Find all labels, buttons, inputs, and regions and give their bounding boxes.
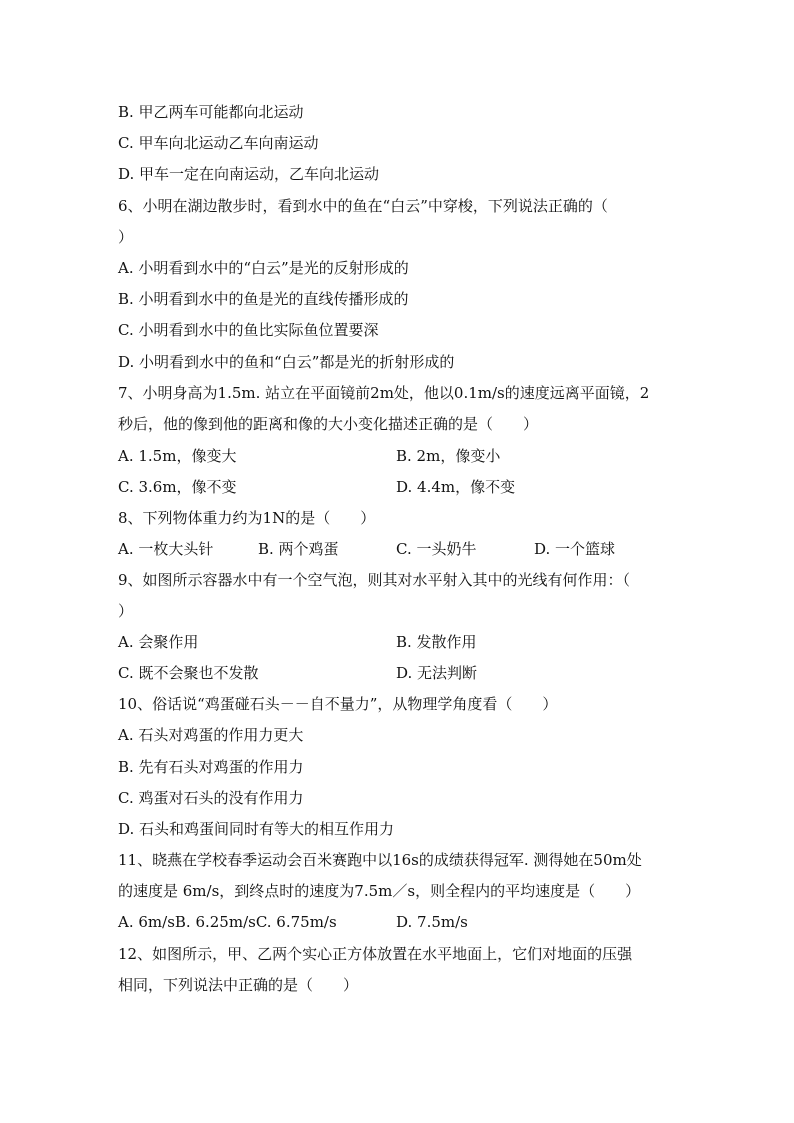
q8-option-a: A. 一枚大头针 bbox=[118, 540, 214, 558]
q8-stem: 8、下列物体重力约为1N的是（ ） bbox=[118, 509, 376, 527]
q10-option-d: D. 石头和鸡蛋间同时有等大的相互作用力 bbox=[118, 820, 395, 838]
q7-options-row1 bbox=[118, 446, 678, 466]
q9-stem-line1: 9、如图所示容器水中有一个空气泡，则其对水平射入其中的光线有何作用：（ bbox=[118, 571, 631, 589]
q5-option-b: B. 甲乙两车可能都向北运动 bbox=[118, 103, 304, 121]
q6-option-b: B. 小明看到水中的鱼是光的直线传播形成的 bbox=[118, 290, 409, 308]
q7-stem-line1: 7、小明身高为1.5m. 站立在平面镜前2m处，他以0.1m/s的速度远离平面镜，2 bbox=[118, 384, 650, 402]
q11-option-abc: A. 6m/sB. 6.25m/sC. 6.75m/s bbox=[118, 913, 337, 931]
q8-option-b: B. 两个鸡蛋 bbox=[258, 540, 339, 558]
q8-options-row bbox=[118, 539, 678, 559]
q5-option-c: C. 甲车向北运动乙车向南运动 bbox=[118, 134, 319, 152]
q9-option-c: C. 既不会聚也不发散 bbox=[118, 664, 259, 682]
q7-option-a: A. 1.5m，像变大 bbox=[118, 447, 237, 465]
q11-stem-line2: 的速度是 6m/s，到终点时的速度为7.5m／s，则全程内的平均速度是（ ） bbox=[118, 882, 641, 900]
q7-option-c: C. 3.6m，像不变 bbox=[118, 478, 237, 496]
q11-stem-line1: 11、晓燕在学校春季运动会百米赛跑中以16s的成绩获得冠军. 测得她在50m处 bbox=[118, 851, 642, 869]
q6-option-d: D. 小明看到水中的鱼和“白云”都是光的折射形成的 bbox=[118, 353, 455, 371]
q9-options-row1 bbox=[118, 632, 678, 652]
q9-stem-line2: ） bbox=[118, 602, 134, 620]
q9-options-row2 bbox=[118, 663, 678, 683]
q10-option-a: A. 石头对鸡蛋的作用力更大 bbox=[118, 726, 304, 744]
q8-option-c: C. 一头奶牛 bbox=[396, 540, 477, 558]
q12-stem-line2: 相同，下列说法中正确的是（ ） bbox=[118, 976, 359, 994]
q9-option-a: A. 会聚作用 bbox=[118, 633, 199, 651]
q7-options-row2 bbox=[118, 477, 678, 497]
q6-option-a: A. 小明看到水中的“白云”是光的反射形成的 bbox=[118, 259, 409, 277]
q11-options-row bbox=[118, 912, 678, 932]
q7-stem-line2: 秒后，他的像到他的距离和像的大小变化描述正确的是（ ） bbox=[118, 415, 539, 433]
q9-option-d: D. 无法判断 bbox=[396, 664, 478, 682]
q11-option-d: D. 7.5m/s bbox=[396, 913, 468, 931]
q10-option-b: B. 先有石头对鸡蛋的作用力 bbox=[118, 758, 304, 776]
q6-stem-line2: ） bbox=[118, 228, 134, 246]
q7-option-d: D. 4.4m，像不变 bbox=[396, 478, 516, 496]
q10-stem: 10、俗话说“鸡蛋碰石头－－自不量力”，从物理学角度看（ ） bbox=[118, 695, 558, 713]
q6-stem-line1: 6、小明在湖边散步时，看到水中的鱼在“白云”中穿梭，下列说法正确的（ bbox=[118, 197, 608, 215]
q9-option-b: B. 发散作用 bbox=[396, 633, 477, 651]
q10-option-c: C. 鸡蛋对石头的没有作用力 bbox=[118, 789, 304, 807]
q5-option-d: D. 甲车一定在向南运动，乙车向北运动 bbox=[118, 165, 380, 183]
q6-option-c: C. 小明看到水中的鱼比实际鱼位置要深 bbox=[118, 321, 379, 339]
q8-option-d: D. 一个篮球 bbox=[534, 540, 616, 558]
q7-option-b: B. 2m，像变小 bbox=[396, 447, 501, 465]
q12-stem-line1: 12、如图所示，甲、乙两个实心正方体放置在水平地面上，它们对地面的压强 bbox=[118, 945, 633, 963]
